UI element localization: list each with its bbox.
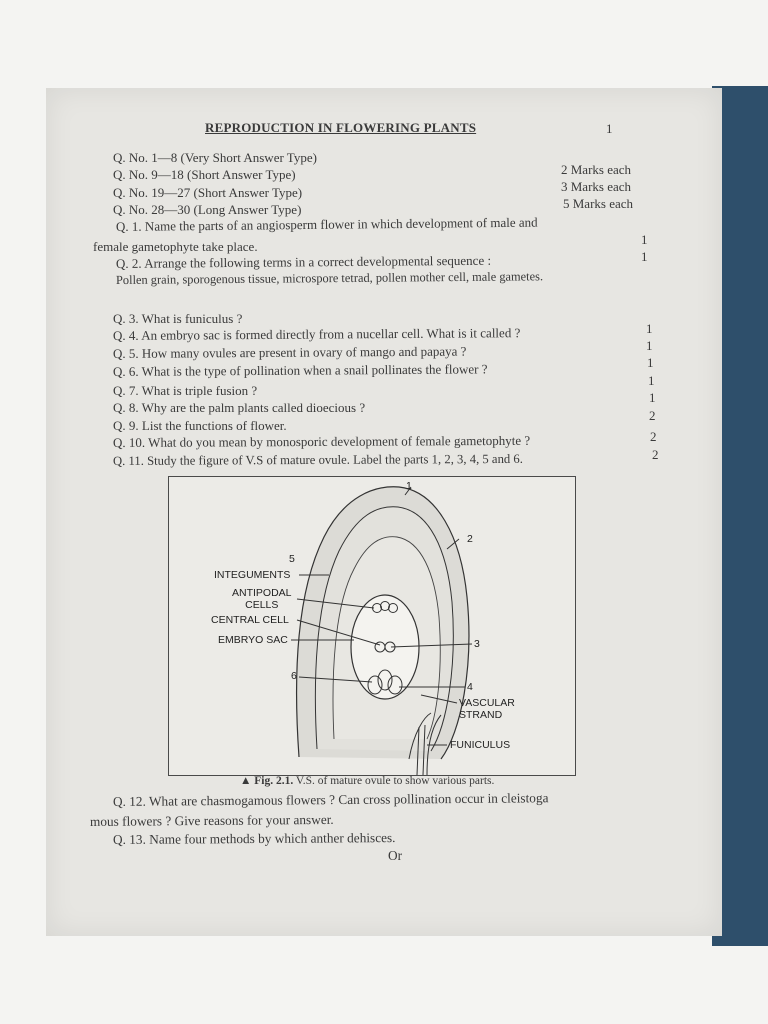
- page-title: REPRODUCTION IN FLOWERING PLANTS: [205, 120, 477, 135]
- caption-text: V.S. of mature ovule to show various parts.: [295, 775, 495, 787]
- figure-number-3: 3: [474, 638, 480, 650]
- question-4-marks: 1: [646, 321, 653, 336]
- figure-number-4: 4: [467, 681, 473, 693]
- label-funiculus: FUNICULUS: [450, 739, 511, 751]
- caption-triangle-icon: ▲: [240, 775, 252, 787]
- label-vascular-strand: VASCULAR STRAND: [459, 697, 515, 721]
- scheme-range: Q. No. 28—30 (Long Answer Type): [113, 202, 302, 217]
- question-2-line1: Q. 2. Arrange the following terms in a correct developmental sequence :: [115, 252, 492, 271]
- question-1-marks: 1: [641, 232, 648, 247]
- ovule-diagram: [169, 477, 575, 775]
- question-5-marks: 1: [646, 338, 653, 353]
- question-5: Q. 5. How many ovules are present in ovary of mango and papaya ?: [112, 343, 467, 361]
- page-number: 1: [606, 121, 613, 136]
- label-antipodal-cells: ANTIPODAL CELLS: [232, 587, 292, 611]
- question-9-marks: 2: [649, 408, 656, 423]
- figure-number-1: 1: [406, 480, 412, 492]
- question-1-line2: female gametophyte take place.: [93, 239, 258, 254]
- question-2-marks: 1: [641, 249, 648, 264]
- ovule-figure: [168, 476, 576, 776]
- question-8-marks: 1: [649, 390, 656, 405]
- scheme-range: Q. No. 9—18 (Short Answer Type): [113, 167, 296, 182]
- question-11-marks: 2: [652, 447, 659, 462]
- question-12-line1: Q. 12. What are chasmogamous flowers ? Can cross pollination occur in cleistoga: [112, 790, 549, 809]
- question-2-line2: Pollen grain, sporogenous tissue, microspore tetrad, pollen mother cell, male gametes.: [115, 269, 544, 287]
- question-7-marks: 1: [648, 373, 655, 388]
- question-1-line1: Q. 1. Name the parts of an angiosperm flower in which development of male and: [115, 214, 538, 234]
- caption-figure-number: Fig. 2.1.: [254, 775, 294, 787]
- scheme-range: Q. No. 1—8 (Very Short Answer Type): [113, 150, 317, 165]
- scheme-range: Q. No. 19—27 (Short Answer Type): [113, 185, 303, 200]
- question-11: Q. 11. Study the figure of V.S of mature ovule. Label the parts 1, 2, 3, 4, 5 and 6.: [112, 451, 523, 468]
- question-7: Q. 7. What is triple fusion ?: [113, 383, 258, 398]
- label-central-cell: CENTRAL CELL: [211, 614, 289, 626]
- label-embryo-sac: EMBRYO SAC: [218, 634, 288, 646]
- question-6-marks: 1: [647, 355, 654, 370]
- label-integuments: INTEGUMENTS: [214, 569, 291, 581]
- question-3: Q. 3. What is funiculus ?: [113, 311, 243, 326]
- question-10: Q. 10. What do you mean by monosporic development of female gametophyte ?: [112, 432, 531, 450]
- figure-caption: [240, 775, 494, 787]
- question-6: Q. 6. What is the type of pollination when a snail pollinates the flower ?: [112, 361, 488, 379]
- figure-number-6: 6: [291, 670, 297, 682]
- question-4: Q. 4. An embryo sac is formed directly from a nucellar cell. What is it called ?: [112, 325, 521, 343]
- figure-number-2: 2: [467, 533, 473, 545]
- scheme-marks: 3 Marks each: [561, 179, 632, 194]
- question-8: Q. 8. Why are the palm plants called dioecious ?: [113, 400, 366, 415]
- question-12-line2: mous flowers ? Give reasons for your answer.: [89, 811, 334, 829]
- question-13: Q. 13. Name four methods by which anther dehisces.: [112, 830, 396, 847]
- scheme-marks: 2 Marks each: [561, 162, 632, 177]
- figure-number-5: 5: [289, 553, 295, 565]
- scheme-marks: 5 Marks each: [563, 196, 634, 211]
- or-separator: Or: [388, 848, 403, 863]
- question-9: Q. 9. List the functions of flower.: [113, 418, 287, 433]
- question-10-marks: 2: [650, 429, 657, 444]
